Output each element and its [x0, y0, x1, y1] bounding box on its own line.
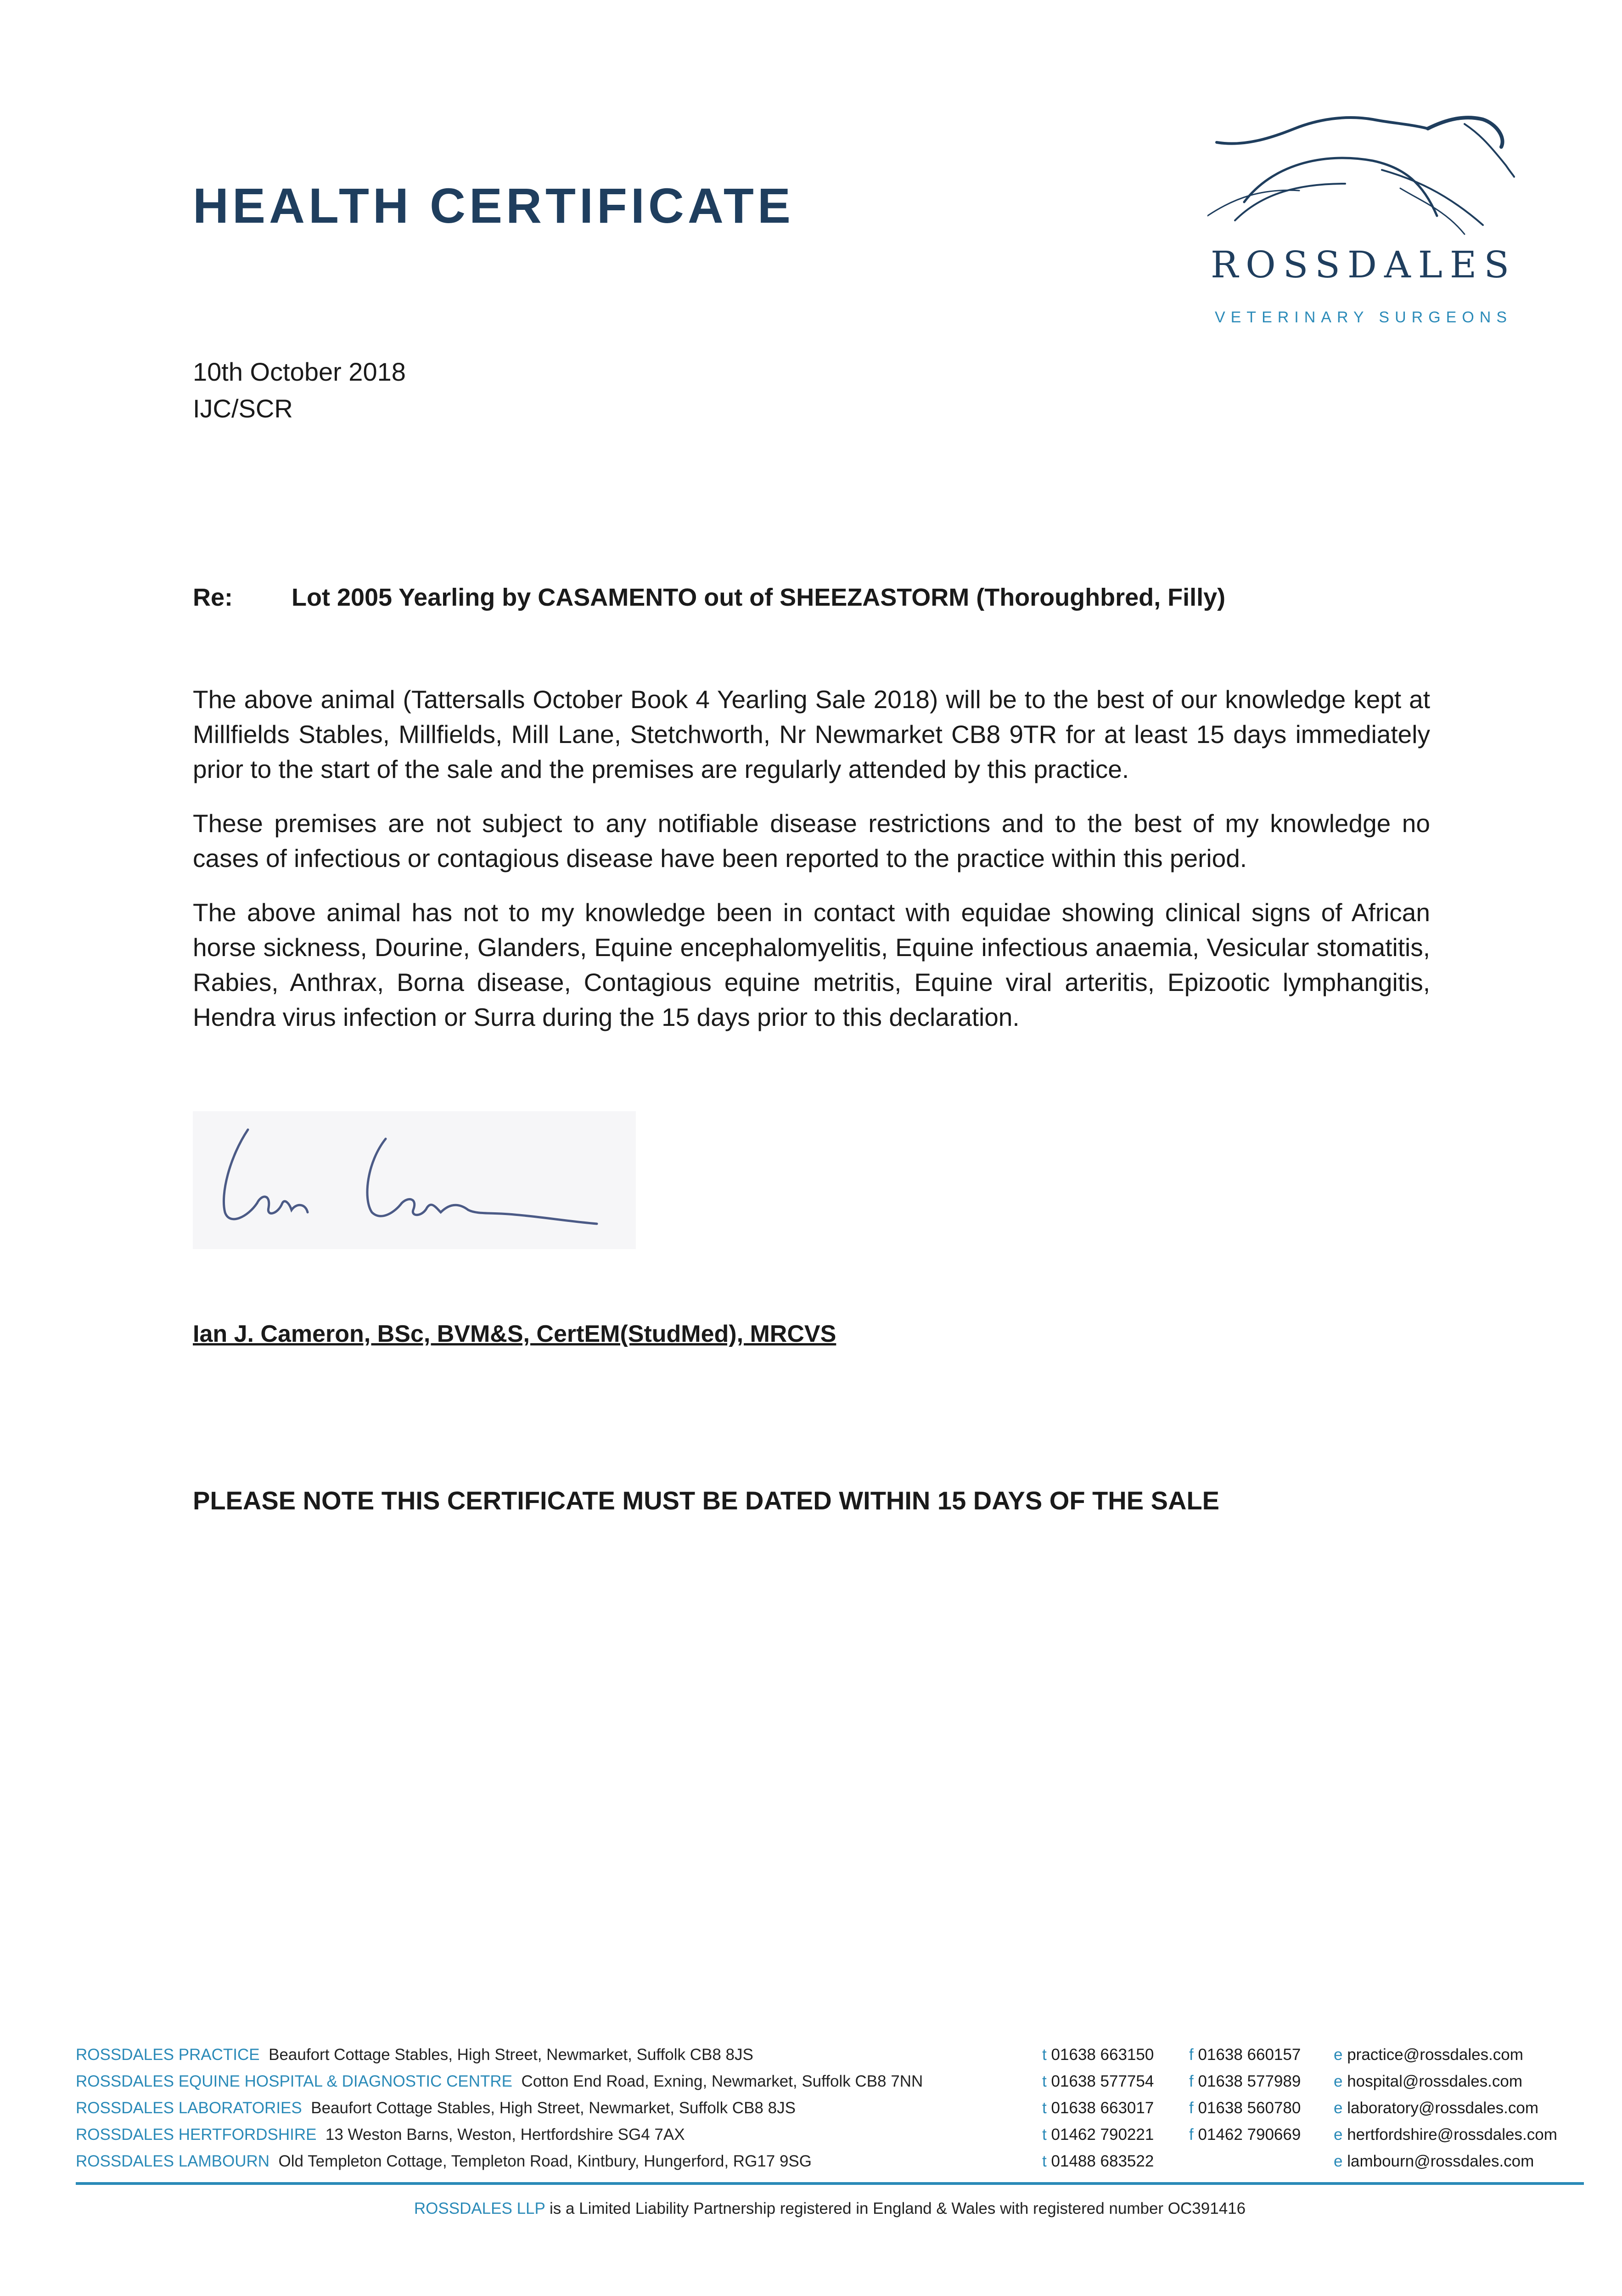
- branch-fax: f 01638 560780: [1189, 2099, 1301, 2117]
- branch-email[interactable]: e laboratory@rossdales.com: [1334, 2099, 1539, 2117]
- branch-tel: t 01462 790221: [1042, 2126, 1154, 2144]
- date-block: [193, 354, 406, 427]
- branch-tel: t 01638 663150: [1042, 2046, 1154, 2064]
- footer-row: [76, 2126, 1568, 2152]
- footer-contacts: [76, 2046, 1568, 2179]
- branch-tel: t 01638 577754: [1042, 2072, 1154, 2090]
- branch-name: ROSSDALES PRACTICE: [76, 2046, 260, 2064]
- branch-address: Cotton End Road, Exning, Newmarket, Suffolk CB8 7NN: [521, 2072, 923, 2090]
- horse-logo-icon: [1207, 110, 1520, 331]
- branch-address: 13 Weston Barns, Weston, Hertfordshire SG4 7AX: [325, 2126, 685, 2144]
- branch-email[interactable]: e practice@rossdales.com: [1334, 2046, 1523, 2064]
- branch-email[interactable]: e hospital@rossdales.com: [1334, 2072, 1523, 2090]
- subject-text: Lot 2005 Yearling by CASAMENTO out of SHEEZASTORM (Thoroughbred, Filly): [292, 584, 1226, 611]
- legal-notice: [76, 2200, 1584, 2218]
- logo-wordmark: ROSSDALES: [1210, 243, 1517, 286]
- subject-label: Re:: [193, 584, 233, 611]
- letter-date: 10th October 2018: [193, 357, 406, 386]
- branch-fax: f 01638 577989: [1189, 2072, 1301, 2090]
- branch-address: Beaufort Cottage Stables, High Street, Newmarket, Suffolk CB8 8JS: [269, 2046, 753, 2064]
- branch-email[interactable]: e hertfordshire@rossdales.com: [1334, 2126, 1557, 2144]
- branch-name: ROSSDALES HERTFORDSHIRE: [76, 2126, 317, 2144]
- footer-row: [76, 2152, 1568, 2179]
- reference: IJC/SCR: [193, 394, 293, 423]
- branch-tel: t 01638 663017: [1042, 2099, 1154, 2117]
- legal-company: ROSSDALES LLP: [414, 2200, 545, 2217]
- branch-address: Beaufort Cottage Stables, High Street, Newmarket, Suffolk CB8 8JS: [311, 2099, 796, 2117]
- footer-row: [76, 2046, 1568, 2072]
- branch-email[interactable]: e lambourn@rossdales.com: [1334, 2152, 1534, 2170]
- branch-fax: f 01638 660157: [1189, 2046, 1301, 2064]
- branch-name: ROSSDALES LAMBOURN: [76, 2152, 270, 2170]
- paragraph: The above animal (Tattersalls October Book 4 Yearling Sale 2018) will be to the best of our knowledge kept at Millfields Stables, Millfields, Mill Lane, Stetchworth, Nr Newmarket CB8 9TR for at least 15 days immediately prior to the start of the sale and the premises are regularly attended by this practice.: [193, 685, 1430, 783]
- footer-row: [76, 2072, 1568, 2099]
- logo-subtitle: VETERINARY SURGEONS: [1214, 309, 1513, 326]
- footer-row: [76, 2099, 1568, 2126]
- dating-notice: PLEASE NOTE THIS CERTIFICATE MUST BE DATED WITHIN 15 DAYS OF THE SALE: [193, 1486, 1220, 1515]
- footer-divider: [76, 2182, 1584, 2185]
- branch-fax: f 01462 790669: [1189, 2126, 1301, 2144]
- subject-line: [193, 583, 1225, 612]
- certificate-body: [193, 682, 1430, 1054]
- paragraph: The above animal has not to my knowledge been in contact with equidae showing clinical signs of African horse sickness, Dourine, Glanders, Equine encephalomyelitis, Equine infectious anaemia, Vesicular stomatitis, Rabies, Anthrax, Borna disease, Contagious equine metritis, Equine viral arteritis, Epizootic lymphangitis, Hendra virus infection or Surra during the 15 days prior to this declaration.: [193, 898, 1430, 1031]
- page-title: HEALTH CERTIFICATE: [193, 178, 794, 233]
- branch-tel: t 01488 683522: [1042, 2152, 1154, 2170]
- signature-image: [193, 1111, 636, 1249]
- branch-name: ROSSDALES EQUINE HOSPITAL & DIAGNOSTIC CENTRE: [76, 2072, 513, 2090]
- legal-text: is a Limited Liability Partnership registered in England & Wales with registered number OC391416: [549, 2200, 1246, 2217]
- signatory-name: Ian J. Cameron, BSc, BVM&S, CertEM(StudMed), MRCVS: [193, 1321, 836, 1347]
- branch-address: Old Templeton Cottage, Templeton Road, Kintbury, Hungerford, RG17 9SG: [278, 2152, 812, 2170]
- branch-name: ROSSDALES LABORATORIES: [76, 2099, 302, 2117]
- paragraph: These premises are not subject to any notifiable disease restrictions and to the best of my knowledge no cases of infectious or contagious disease have been reported to the practice within this period.: [193, 809, 1430, 872]
